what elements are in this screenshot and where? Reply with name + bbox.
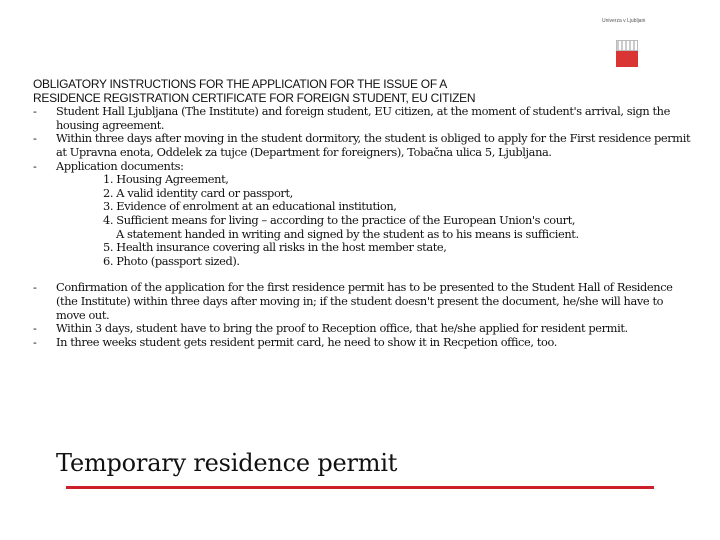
document-list-item: 5. Health insurance covering all risks in the host member state, — [103, 240, 447, 255]
section-heading: Temporary residence permit — [56, 449, 398, 477]
logo-text: Univerza v Ljubljani — [602, 18, 646, 24]
list-item: - Application documents: — [33, 158, 184, 173]
list-item: - Confirmation of the application for the first residence permit has to be presented to the Student Hall of Residence (the Institute) within three days after moving in; if the student doesn't present the document, he/she will have to move out. — [33, 280, 673, 322]
document-list-item: 1. Housing Agreement, — [103, 172, 229, 187]
document-title-line-1: OBLIGATORY INSTRUCTIONS FOR THE APPLICATION FOR THE ISSUE OF A — [33, 77, 447, 91]
list-item-text: In three weeks student gets resident permit card, he need to show it in Recpetion office, too. — [56, 334, 557, 349]
instructions-body — [33, 78, 693, 349]
list-item: - Within 3 days, student have to bring the proof to Reception office, that he/she applied for resident permit. — [33, 321, 628, 336]
document-list-item: 6. Photo (passport sized). — [103, 253, 240, 268]
list-item: - In three weeks student gets resident permit card, he need to show it in Recpetion office, too. — [33, 334, 557, 349]
list-item-text: Confirmation of the application for the first residence permit has to be presented to the Student Hall of Residence (the Institute) within three days after moving in; if the student doesn't present the document, he/she will have to move out. — [56, 280, 673, 322]
document-list-item: 4. Sufficient means for living – according to the practice of the European Union's court, — [103, 212, 576, 227]
document-list-item: 3. Evidence of enrolment at an educational institution, — [103, 199, 397, 214]
list-item-text: Within three days after moving in the student dormitory, the student is obliged to apply for the First residence permit at Upravna enota, Oddelek za tujce (Department for foreigners), Tobačna ulica 5, Ljubljana. — [56, 131, 691, 159]
heading-underline — [66, 486, 654, 489]
list-item-text: Application documents: — [56, 158, 184, 173]
list-item-text: Student Hall Ljubljana (The Institute) and foreign student, EU citizen, at the moment of student's arrival, sign the housing agreement. — [56, 104, 670, 132]
document-list-item: 2. A valid identity card or passport, — [103, 185, 293, 200]
list-item-text: Within 3 days, student have to bring the proof to Reception office, that he/she applied for resident permit. — [56, 321, 628, 336]
university-crest-icon — [616, 40, 638, 68]
list-item: - Student Hall Ljubljana (The Institute) and foreign student, EU citizen, at the moment of student's arrival, sign the housing agreement. — [33, 104, 670, 132]
document-title-line-2: RESIDENCE REGISTRATION CERTIFICATE FOR FOREIGN STUDENT, EU CITIZEN — [33, 90, 476, 105]
list-item: - Within three days after moving in the student dormitory, the student is obliged to apply for the First residence permit at Upravna enota, Oddelek za tujce (Department for foreigners), Tobačna ulica 5, Ljubljana. — [33, 131, 691, 159]
document-list-note: A statement handed in writing and signed by the student as to his means is sufficient. — [116, 226, 579, 241]
